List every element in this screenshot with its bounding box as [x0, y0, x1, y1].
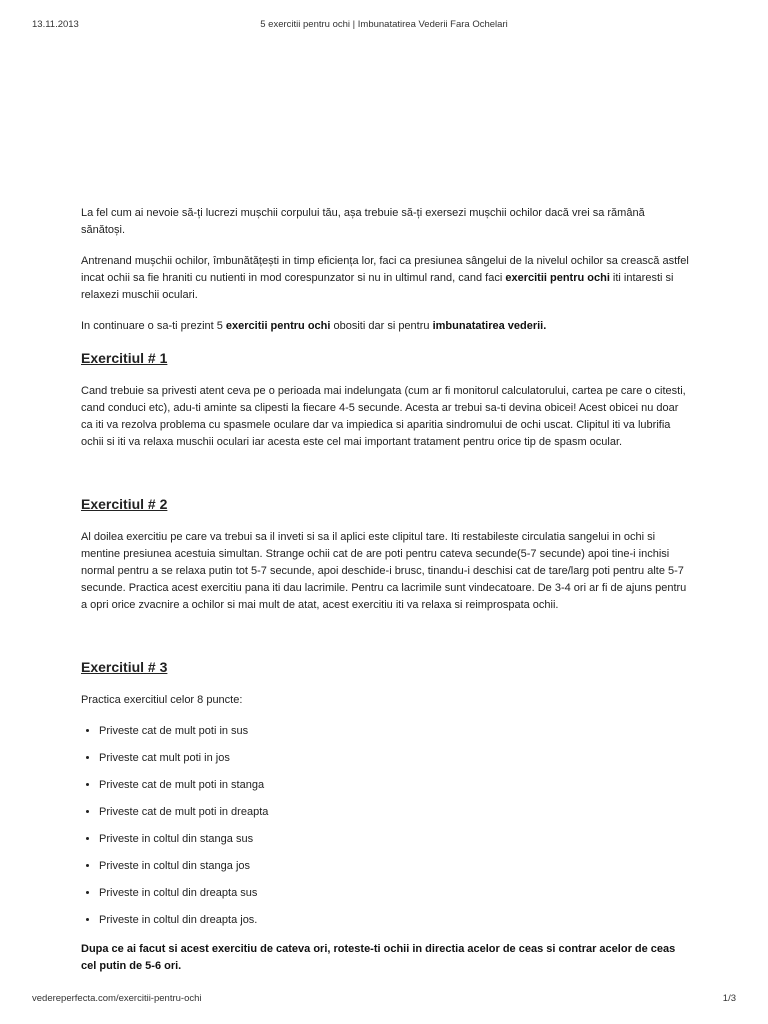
page-number: 1/3	[722, 993, 736, 1004]
intro-paragraph-2-text-b: iti intaresti si relaxezi muschii oculari.	[81, 272, 674, 301]
page-title: 5 exercitii pentru ochi | Imbunatatirea Vederii Fara Ochelari	[260, 19, 508, 30]
exercise-1-body: Cand trebuie sa privesti atent ceva pe o perioada mai indelungata (cum ar fi monitorul calculatorului, cartea pe care o citesti, cand conduci etc), adu-ti aminte sa clipesti la fiecare 4-5 secunde. Acesta ar trebui sa-ti devina obicei! Acest obicei nu doar ca iti va rezolva problema cu spasmele oculare dar va impiedica si aparitia sindromului de ochi uscat. Clipitul iti va lubrifia ochii si iti va relaxa muschii oculari iar acesta este cel mai important tratament pentru orice tip de spasm ocular.	[81, 385, 686, 448]
intro-paragraph-3	[81, 318, 691, 335]
print-header	[32, 19, 736, 33]
list-item: • Priveste cat de mult poti in sus	[99, 723, 691, 740]
list-item: • Priveste in coltul din stanga jos	[99, 858, 691, 875]
keyword-exercitii: exercitii pentru ochi	[505, 272, 610, 284]
keyword-exercitii-2: exercitii pentru ochi	[225, 320, 331, 332]
intro-paragraph-2	[81, 253, 691, 304]
exercise-3-heading: Exercitiul # 3	[81, 659, 168, 675]
intro-paragraph-2-text-a: Antrenand mușchii ochilor, îmbunătățești in timp eficiența lor, faci ca presiunea sângelui de la nivelul ochilor sa crească astfel incat ochii sa fie hraniti cu nutienti in mod corespunzator si nu in ultimul rand, cand faci	[81, 255, 689, 284]
list-item: • Priveste in coltul din dreapta jos.	[99, 912, 691, 929]
print-date: 13.11.2013	[32, 19, 79, 30]
list-item: • Priveste in coltul din dreapta sus	[99, 885, 691, 902]
exercise-3-closing: Dupa ce ai facut si acest exercitiu de cateva ori, roteste-ti ochii in directia acelor de ceas si contrar acelor de ceas cel putin de 5-6 ori.	[81, 943, 676, 972]
exercise-3-list	[81, 723, 691, 929]
exercise-2-heading: Exercitiul # 2	[81, 496, 168, 512]
article-content	[81, 205, 691, 989]
intro-paragraph-3-text-a: In continuare o sa-ti prezint 5	[81, 320, 226, 332]
page-url: vedereperfecta.com/exercitii-pentru-ochi	[32, 993, 202, 1004]
list-item: • Priveste cat de mult poti in stanga	[99, 777, 691, 794]
list-item: • Priveste cat de mult poti in dreapta	[99, 804, 691, 821]
intro-paragraph-3-text-b: obositi dar si pentru	[330, 320, 433, 332]
exercise-2-body: Al doilea exercitiu pe care va trebui sa il inveti si sa il aplici este clipitul tare. Iti restabileste circulatia sangelui in ochi si mentine presiunea acestuia simultan. Strange ochii cat de are poti pentru cateva secunde(5-7 secunde) apoi tine-i inchisi normal pentru a se relaxa putin tot 5-7 secunde, apoi deschide-i brusc, tinandu-i deschisi cat de tare/larg poti pentru alte 5-7 secunde. Practica acest exercitiu pana iti dau lacrimile. Pentru ca lacrimile sunt vindecatoare. De 3-4 ori ar fi de ajuns pentru a opri orice zvacnire a ochilor si mai mult de atat, acest exercitiu iti va relaxa si reimprospata ochii.	[81, 531, 687, 611]
keyword-imbunatatirea: imbunatatirea vederii.	[432, 320, 547, 332]
exercise-3-intro: Practica exercitiul celor 8 puncte:	[81, 694, 243, 706]
list-item: • Priveste in coltul din stanga sus	[99, 831, 691, 848]
exercise-1-heading: Exercitiul # 1	[81, 350, 168, 366]
intro-paragraph-1: La fel cum ai nevoie să-ți lucrezi mușchii corpului tău, așa trebuie să-ți exersezi mușchii ochilor dacă vrei sa rămână sănătoși.	[81, 207, 645, 236]
list-item: • Priveste cat mult poti in jos	[99, 750, 691, 767]
print-footer	[32, 993, 736, 1007]
